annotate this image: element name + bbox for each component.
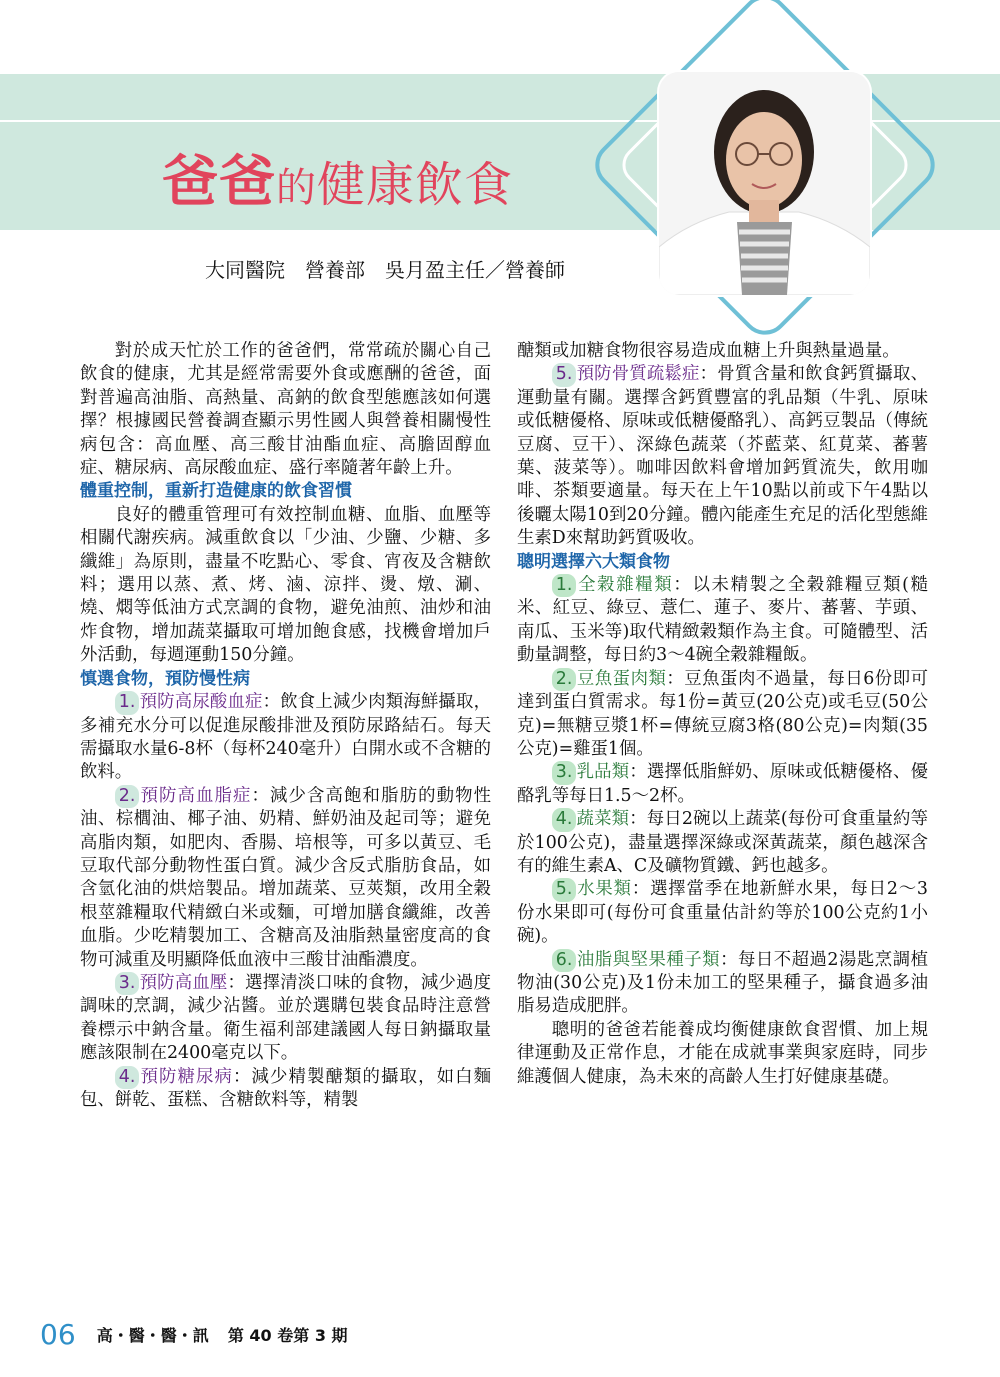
item-keyword: 乳品類 [576,762,630,783]
item-number: 4. [552,808,577,831]
item-text: ：減少含高飽和脂肪的動物性油、棕櫚油、椰子油、奶精、鮮奶油及起司等；避免高脂肉類，如肥肉、香腸、培根等，可多以黃豆、毛豆取代部分動物性蛋白質。減少含反式脂肪食品，如含氫化油的烘焙製品。增加蔬菜、豆莢類，改用全穀根莖雜糧取代精緻白米或麵，可增加膳食纖維，改善血脂。少吃精製加工、含糖高及油脂熱量密度高的食物可減重及明顯降低血液中三酸甘油酯濃度。 [80,785,491,970]
list-item [80,691,491,785]
section-heading: 慎選食物，預防慢性病 [80,668,250,689]
item-keyword: 預防高血壓 [139,972,228,993]
item-text: ：以未精製之全穀雜糧豆類(糙米、紅豆、綠豆、薏仁、蓮子、麥片、蕃薯、芋頭、南瓜、玉米等)取代精緻穀類作為主食。可隨體型、活動量調整，每日約3～4碗全穀雜糧飯。 [517,575,928,666]
title-main: 健康飲食 [317,157,514,213]
journal-title: 高・醫・醫・訊 [96,1326,209,1345]
item-number: 3. [552,761,577,784]
title-particle: 的 [276,165,317,211]
item-keyword: 蔬菜類 [576,809,630,830]
item-text: ：每日2碗以上蔬菜(每份可食重量約等於100公克)，盡量選擇深綠或深黃蔬菜，顏色越深含有的維生素A、C及礦物質鐵、鈣也越多。 [517,809,928,876]
author-byline: 大同醫院 營養部 吳月盈主任／營養師 [205,258,565,282]
item-text: ：減少精製醣類的攝取，如白麵包、餅乾、蛋糕、含糖飲料等，精製 [80,1066,491,1110]
item-number: 3. [115,972,140,995]
list-item [517,878,928,948]
item-number: 4. [115,1066,140,1089]
issue-label: 第 40 卷第 3 期 [227,1326,348,1345]
item-text: ：骨質含量和飲食鈣質攝取、運動量有關。選擇含鈣質豐富的乳品類（牛乳、原味或低糖優格、原味或低糖優酪乳）、高鈣豆製品（傳統豆腐、豆干）、深綠色蔬菜（芥藍菜、紅莧菜、蕃薯葉、菠菜等）。咖啡因飲料會增加鈣質流失，飲用咖啡、茶類要適量。每天在上午10點以前或下午4點以後曬太陽10到20分鐘。體內能產生充足的活化型態維生素D來幫助鈣質吸收。 [517,364,928,549]
paragraph: 聰明的爸爸若能養成均衡健康飲食習慣、加上規律運動及正常作息，才能在成就事業與家庭時，同步維護個人健康，為未來的高齡人生打好健康基礎。 [517,1019,928,1087]
item-number: 1. [115,691,140,714]
paragraph: 醣類或加糖食物很容易造成血糖上升與熱量過量。 [517,341,900,361]
article-title [162,138,513,218]
page-footer [40,1318,348,1351]
item-text: ：選擇低脂鮮奶、原味或低糖優格、優酪乳等每日1.5～2杯。 [517,762,928,806]
item-number: 5. [552,878,577,901]
left-column [80,340,491,1112]
item-keyword: 全穀雜糧類 [576,575,674,596]
paragraph: 對於成天忙於工作的爸爸們，常常疏於關心自己飲食的健康，尤其是經常需要外食或應酬的爸爸，面對普遍高油脂、高熱量、高鈉的飲食型態應該如何選擇？根據國民營養調查顯示男性國人與營養相關慢性病包含：高血壓、高三酸甘油酯血症、高膽固醇血症、糖尿病、高尿酸血症、盛行率隨著年齡上升。 [80,341,491,479]
item-keyword: 水果類 [576,879,632,900]
list-item [517,668,928,762]
item-keyword: 預防高血脂症 [139,785,252,806]
list-item [517,574,928,668]
title-highlight: 爸爸 [162,150,276,215]
item-keyword: 預防糖尿病 [139,1066,234,1087]
author-photo [659,72,870,295]
section-heading: 聰明選擇六大類食物 [517,551,670,572]
item-keyword: 油脂與堅果種子類 [576,949,721,970]
item-text: ：飲食上減少肉類海鮮攝取，多補充水分可以促進尿酸排泄及預防尿路結石。每天需攝取水量6-8杯（每杯240毫升）白開水或不含糖的飲料。 [80,692,491,783]
item-number: 5. [552,363,577,386]
item-keyword: 預防骨質疏鬆症 [576,364,700,385]
list-item [517,808,928,878]
section-heading: 體重控制，重新打造健康的飲食習慣 [80,481,352,502]
right-column [517,340,928,1089]
list-item [80,972,491,1066]
item-text: ：選擇清淡口味的食物，減少過度調味的烹調，減少沾醬。並於選購包裝食品時注意營養標示中鈉含量。衛生福利部建議國人每日鈉攝取量應該限制在2400毫克以下。 [80,972,491,1064]
item-number: 1. [552,574,577,597]
page-number: 06 [40,1318,76,1351]
item-number: 2. [552,668,577,691]
item-number: 6. [552,949,577,972]
item-number: 2. [115,785,140,808]
item-keyword: 預防高尿酸血症 [139,692,263,713]
list-item [80,785,491,972]
item-keyword: 豆魚蛋肉類 [576,668,667,689]
list-item [517,761,928,808]
list-item [80,1066,491,1113]
item-text: ：豆魚蛋肉不過量，每日6份即可達到蛋白質需求。每1份=黃豆(20公克)或毛豆(50公克)=無糖豆漿1杯=傳統豆腐3格(80公克)=肉類(35公克)=雞蛋1個。 [517,668,928,759]
paragraph: 良好的體重管理可有效控制血糖、血脂、血壓等相關代謝疾病。減重飲食以「少油、少鹽、少糖、多纖維」為原則，盡量不吃點心、零食、宵夜及含糖飲料；選用以蒸、煮、烤、滷、涼拌、燙、燉、涮、燒、燜等低油方式烹調的食物，避免油煎、油炒和油炸食物，增加蔬菜攝取可增加飽食感，找機會增加戶外活動，每週運動150分鐘。 [80,504,491,666]
item-text: ：每日不超過2湯匙烹調植物油(30公克)及1份未加工的堅果種子，攝食過多油脂易造成肥胖。 [517,949,928,1017]
item-text: ：選擇當季在地新鮮水果，每日2～3份水果即可(每份可食重量估計約等於100公克約1小碗)。 [517,879,928,947]
list-item [517,363,928,550]
list-item [517,949,928,1019]
